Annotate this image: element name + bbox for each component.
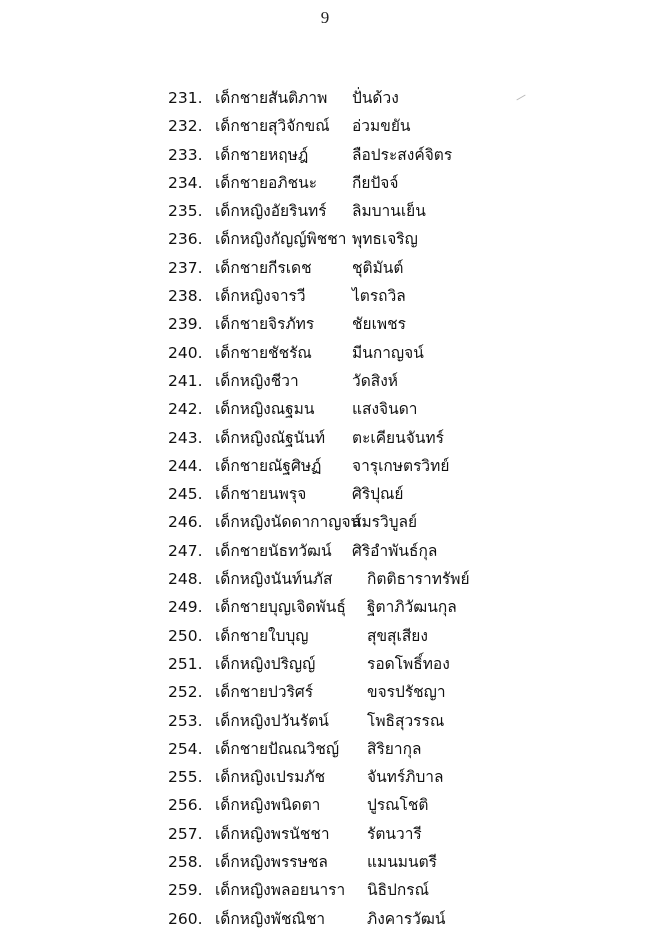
entry-first-name: เด็กชายชัชรัณ: [215, 343, 312, 362]
entry-number: 236.: [168, 230, 203, 249]
entry-number: 235.: [168, 202, 203, 221]
list-item: [0, 86, 650, 114]
list-item: [0, 397, 650, 425]
entry-number: 241.: [168, 371, 203, 390]
entry-number: 248.: [168, 570, 203, 589]
entry-first-name: เด็กหญิงณัฐนันท์: [215, 428, 326, 447]
list-item: [0, 114, 650, 142]
entry-number: 239.: [168, 315, 203, 334]
entry-last-name: กียปัจจ์: [352, 173, 399, 192]
entry-first-name: เด็กหญิงอัยรินทร์: [215, 202, 327, 221]
list-item: [0, 850, 650, 878]
entry-number: 233.: [168, 145, 203, 164]
entry-first-name: เด็กหญิงพัชณิชา: [215, 909, 326, 928]
entry-last-name: ปั่นด้วง: [352, 89, 399, 107]
list-item: [0, 199, 650, 227]
entry-last-name: ตะเคียนจันทร์: [352, 428, 444, 447]
entry-last-name: ภิงคารวัฒน์: [367, 909, 446, 928]
entry-first-name: เด็กหญิงจารวี: [215, 287, 306, 306]
entry-last-name: วัดสิงห์: [352, 371, 399, 390]
entry-first-name: เด็กหญิงพรนัชชา: [215, 824, 330, 843]
entry-last-name: รัตนวารี: [367, 824, 422, 843]
list-item: [0, 426, 650, 454]
list-item: [0, 143, 650, 171]
entry-last-name: สมรวิบูลย์: [352, 513, 418, 532]
list-item: [0, 454, 650, 482]
entry-first-name: เด็กชายปัณณวิชญ์: [215, 739, 340, 758]
entry-first-name: เด็กชายนัธทวัฒน์: [215, 541, 332, 560]
list-item: [0, 284, 650, 312]
entry-first-name: เด็กหญิงพรรษชล: [215, 853, 328, 872]
entry-first-name: เด็กชายบุญเจิดพันธุ์: [215, 598, 346, 617]
entry-first-name: เด็กชายณัฐศิษฏ์: [215, 456, 322, 475]
entry-first-name: เด็กชายนพรุจ: [215, 485, 307, 504]
entry-number: 250.: [168, 626, 203, 645]
entry-first-name: เด็กชายสันติภาพ: [215, 89, 328, 107]
entry-first-name: เด็กชายจิรภัทร: [215, 315, 315, 334]
entry-number: 247.: [168, 541, 203, 560]
entry-last-name: อ่วมขยัน: [352, 117, 411, 136]
list-item: [0, 793, 650, 821]
list-item: [0, 878, 650, 906]
list-item: [0, 907, 650, 935]
entry-number: 245.: [168, 485, 203, 504]
entry-number: 256.: [168, 796, 203, 815]
entry-last-name: แสงจินดา: [352, 400, 418, 419]
entry-first-name: เด็กหญิงเปรมภัช: [215, 768, 326, 787]
entry-last-name: ลิมบานเย็น: [352, 202, 426, 221]
entry-last-name: ปูรณโชติ: [367, 796, 429, 815]
entry-first-name: เด็กชายกีรเดช: [215, 258, 312, 277]
entry-first-name: เด็กหญิงพนิดตา: [215, 796, 321, 815]
entry-number: 240.: [168, 343, 203, 362]
entry-last-name: ชัยเพชร: [352, 315, 406, 334]
entry-number: 258.: [168, 853, 203, 872]
entry-first-name: เด็กหญิงนัดดากาญจน์: [215, 513, 362, 532]
entry-first-name: เด็กชายหฤษฎ์: [215, 145, 309, 164]
entry-last-name: จารุเกษตรวิทย์: [352, 456, 450, 475]
entry-last-name: กิตติธาราทรัพย์: [367, 570, 470, 589]
entry-first-name: เด็กหญิงพลอยนารา: [215, 881, 346, 900]
list-item: [0, 341, 650, 369]
entry-first-name: เด็กหญิงกัญญ์พิชชา: [215, 230, 347, 249]
entry-number: 251.: [168, 654, 203, 673]
list-item: [0, 709, 650, 737]
entry-number: 259.: [168, 881, 203, 900]
entry-last-name: ศิริปุณย์: [352, 485, 404, 504]
entry-last-name: แมนมนตรี: [367, 853, 438, 872]
entry-last-name: สุขสุเสียง: [367, 626, 428, 645]
entry-number: 253.: [168, 711, 203, 730]
list-item: [0, 765, 650, 793]
list-item: [0, 510, 650, 538]
list-item: [0, 312, 650, 340]
list-item: [0, 652, 650, 680]
list-item: [0, 539, 650, 567]
list-item: [0, 624, 650, 652]
list-item: [0, 369, 650, 397]
entry-last-name: สิริยากุล: [367, 739, 422, 758]
entry-first-name: เด็กหญิงณฐมน: [215, 400, 315, 419]
entry-number: 237.: [168, 258, 203, 277]
list-item: [0, 256, 650, 284]
entry-number: 244.: [168, 456, 203, 475]
list-item: [0, 227, 650, 255]
entry-number: 257.: [168, 824, 203, 843]
list-item: [0, 822, 650, 850]
entry-number: 234.: [168, 173, 203, 192]
entry-number: 246.: [168, 513, 203, 532]
entry-first-name: เด็กชายสุวิจักขณ์: [215, 117, 330, 136]
page-number: 9: [320, 8, 330, 27]
list-item: [0, 595, 650, 623]
entry-last-name: ขจรปรัชญา: [367, 683, 446, 702]
entry-number: 260.: [168, 909, 203, 928]
entry-last-name: ชุติมันต์: [352, 258, 404, 277]
entry-last-name: นิธิปกรณ์: [367, 881, 429, 900]
entry-first-name: เด็กหญิงปวันรัตน์: [215, 711, 329, 730]
entry-last-name: มีนกาญจน์: [352, 343, 424, 362]
entry-first-name: เด็กหญิงปริญญ์: [215, 654, 316, 673]
entry-number: 249.: [168, 598, 203, 617]
entry-last-name: รอดโพธิ์ทอง: [367, 654, 450, 673]
entry-first-name: เด็กหญิงชีวา: [215, 371, 299, 390]
entry-last-name: ศิริอำพันธ์กุล: [352, 541, 438, 560]
entry-last-name: จันทร์ภิบาล: [367, 768, 444, 787]
entry-last-name: ฐิตาภิวัฒนกุล: [367, 598, 457, 617]
entry-number: 232.: [168, 117, 203, 136]
entry-number: 255.: [168, 768, 203, 787]
entry-last-name: โพธิสุวรรณ: [367, 711, 445, 730]
entry-last-name: พุทธเจริญ: [352, 230, 418, 249]
entry-number: 238.: [168, 287, 203, 306]
entry-number: 231.: [168, 89, 203, 107]
student-list: [0, 86, 650, 935]
entry-number: 242.: [168, 400, 203, 419]
entry-last-name: ลือประสงค์จิตร: [352, 145, 453, 164]
entry-first-name: เด็กชายใบบุญ: [215, 626, 309, 645]
list-item: [0, 680, 650, 708]
entry-number: 254.: [168, 739, 203, 758]
list-item: [0, 737, 650, 765]
entry-first-name: เด็กชายปวริศร์: [215, 683, 314, 702]
entry-number: 252.: [168, 683, 203, 702]
entry-first-name: เด็กชายอภิชนะ: [215, 173, 318, 192]
list-item: [0, 567, 650, 595]
entry-number: 243.: [168, 428, 203, 447]
entry-first-name: เด็กหญิงนันท์นภัส: [215, 570, 333, 589]
entry-last-name: ไตรถวิล: [352, 287, 406, 306]
list-item: [0, 482, 650, 510]
list-item: [0, 171, 650, 199]
